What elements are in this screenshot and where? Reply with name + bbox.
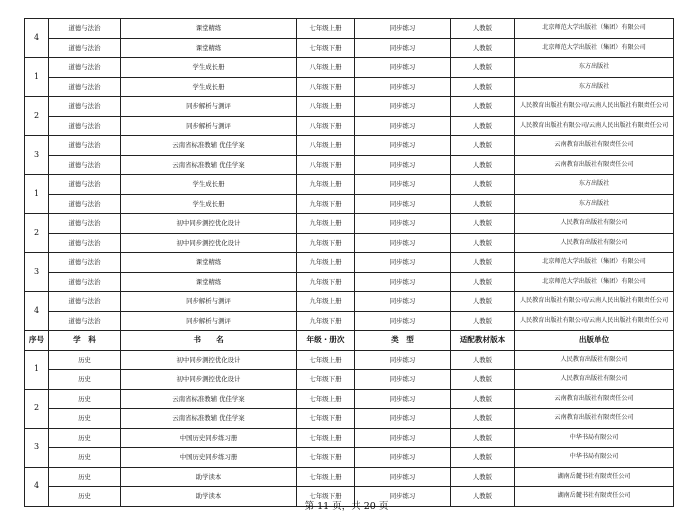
- table-row: [25, 77, 674, 97]
- grade-volume-cell: 七年级上册: [297, 467, 355, 487]
- grade-volume-cell: 九年级上册: [297, 175, 355, 195]
- publisher-cell: 云南教育出版社有限责任公司: [515, 389, 674, 409]
- book-title-cell: 学生成长册: [121, 194, 297, 214]
- row-number-cell: 3: [25, 428, 49, 467]
- publisher-cell: 北京师范大学出版社（集团）有限公司: [515, 19, 674, 39]
- edition-cell: 人教版: [451, 487, 515, 507]
- edition-cell: 人教版: [451, 155, 515, 175]
- grade-volume-cell: 九年级上册: [297, 214, 355, 234]
- row-number-cell: 2: [25, 214, 49, 253]
- book-title-cell: 课堂精练: [121, 272, 297, 292]
- book-title-cell: 课堂精练: [121, 38, 297, 58]
- row-number-cell: 3: [25, 253, 49, 292]
- book-title-cell: 云南省标准教辅 优佳学案: [121, 155, 297, 175]
- subject-cell: 历史: [49, 467, 121, 487]
- edition-cell: 人教版: [451, 467, 515, 487]
- edition-cell: 人教版: [451, 38, 515, 58]
- edition-cell: 人教版: [451, 370, 515, 390]
- subject-cell: 道德与法治: [49, 136, 121, 156]
- edition-cell: 人教版: [451, 233, 515, 253]
- column-header: 类 型: [355, 331, 451, 351]
- book-title-cell: 云南省标准教辅 优佳学案: [121, 389, 297, 409]
- row-number-cell: 1: [25, 350, 49, 389]
- table-row: [25, 175, 674, 195]
- type-cell: 同步练习: [355, 467, 451, 487]
- table-row: [25, 136, 674, 156]
- subject-cell: 历史: [49, 389, 121, 409]
- edition-cell: 人教版: [451, 409, 515, 429]
- grade-volume-cell: 七年级上册: [297, 428, 355, 448]
- subject-cell: 道德与法治: [49, 116, 121, 136]
- page-footer: 第 11 页，共 20 页: [304, 501, 389, 512]
- column-header: 年级・册次: [297, 331, 355, 351]
- row-number-cell: 1: [25, 58, 49, 97]
- type-cell: 同步练习: [355, 292, 451, 312]
- subject-cell: 道德与法治: [49, 97, 121, 117]
- publisher-cell: 中华书局有限公司: [515, 448, 674, 468]
- grade-volume-cell: 九年级下册: [297, 194, 355, 214]
- type-cell: 同步练习: [355, 428, 451, 448]
- publisher-cell: 人民教育出版社有限公司: [515, 350, 674, 370]
- type-cell: 同步练习: [355, 448, 451, 468]
- edition-cell: 人教版: [451, 292, 515, 312]
- table-row: [25, 58, 674, 78]
- edition-cell: 人教版: [451, 272, 515, 292]
- edition-cell: 人教版: [451, 311, 515, 331]
- book-title-cell: 课堂精练: [121, 253, 297, 273]
- edition-cell: 人教版: [451, 428, 515, 448]
- type-cell: 同步练习: [355, 409, 451, 429]
- publisher-cell: 云南教育出版社有限责任公司: [515, 136, 674, 156]
- subject-cell: 历史: [49, 448, 121, 468]
- edition-cell: 人教版: [451, 97, 515, 117]
- edition-cell: 人教版: [451, 214, 515, 234]
- grade-volume-cell: 八年级上册: [297, 97, 355, 117]
- column-header: 出版单位: [515, 331, 674, 351]
- book-title-cell: 同步解析与测评: [121, 292, 297, 312]
- publisher-cell: 东方出版社: [515, 194, 674, 214]
- book-title-cell: 云南省标准教辅 优佳学案: [121, 409, 297, 429]
- table-row: [25, 389, 674, 409]
- subject-cell: 道德与法治: [49, 175, 121, 195]
- publisher-cell: 北京师范大学出版社（集团）有限公司: [515, 253, 674, 273]
- type-cell: 同步练习: [355, 175, 451, 195]
- table-row: [25, 467, 674, 487]
- book-title-cell: 同步解析与测评: [121, 311, 297, 331]
- subject-cell: 道德与法治: [49, 194, 121, 214]
- publisher-cell: 北京师范大学出版社（集团）有限公司: [515, 38, 674, 58]
- column-header: 适配教材版本: [451, 331, 515, 351]
- book-title-cell: 学生成长册: [121, 175, 297, 195]
- publisher-cell: 东方出版社: [515, 175, 674, 195]
- grade-volume-cell: 七年级下册: [297, 487, 355, 507]
- table-row: [25, 233, 674, 253]
- type-cell: 同步练习: [355, 233, 451, 253]
- table-row: [25, 370, 674, 390]
- column-header: 序号: [25, 331, 49, 351]
- book-title-cell: 助学读本: [121, 487, 297, 507]
- column-header: 学 科: [49, 331, 121, 351]
- publisher-cell: 中华书局有限公司: [515, 428, 674, 448]
- grade-volume-cell: 七年级上册: [297, 19, 355, 39]
- grade-volume-cell: 七年级下册: [297, 38, 355, 58]
- table-row: [25, 116, 674, 136]
- row-number-cell: 2: [25, 97, 49, 136]
- grade-volume-cell: 九年级下册: [297, 311, 355, 331]
- table-row: [25, 194, 674, 214]
- publisher-cell: 东方出版社: [515, 58, 674, 78]
- book-title-cell: 初中同步测控优化设计: [121, 214, 297, 234]
- publisher-cell: 人民教育出版社有限公司/云南人民出版社有限责任公司: [515, 292, 674, 312]
- publisher-cell: 湖南岳麓书社有限责任公司: [515, 467, 674, 487]
- book-title-cell: 初中同步测控优化设计: [121, 233, 297, 253]
- publisher-cell: 湖南岳麓书社有限责任公司: [515, 487, 674, 507]
- grade-volume-cell: 七年级下册: [297, 448, 355, 468]
- subject-cell: 道德与法治: [49, 253, 121, 273]
- subject-cell: 道德与法治: [49, 58, 121, 78]
- book-title-cell: 云南省标准教辅 优佳学案: [121, 136, 297, 156]
- grade-volume-cell: 九年级上册: [297, 253, 355, 273]
- table-row: [25, 155, 674, 175]
- publisher-cell: 人民教育出版社有限公司: [515, 214, 674, 234]
- publisher-cell: 人民教育出版社有限公司/云南人民出版社有限责任公司: [515, 97, 674, 117]
- table-row: [25, 311, 674, 331]
- grade-volume-cell: 八年级上册: [297, 58, 355, 78]
- grade-volume-cell: 七年级下册: [297, 409, 355, 429]
- type-cell: 同步练习: [355, 58, 451, 78]
- table-row: [25, 292, 674, 312]
- grade-volume-cell: 八年级上册: [297, 136, 355, 156]
- publisher-cell: 人民教育出版社有限公司/云南人民出版社有限责任公司: [515, 311, 674, 331]
- grade-volume-cell: 九年级下册: [297, 233, 355, 253]
- grade-volume-cell: 八年级下册: [297, 116, 355, 136]
- table-row: [25, 38, 674, 58]
- book-title-cell: 学生成长册: [121, 77, 297, 97]
- table-row: [25, 214, 674, 234]
- grade-volume-cell: 七年级上册: [297, 389, 355, 409]
- type-cell: 同步练习: [355, 350, 451, 370]
- publisher-cell: 云南教育出版社有限责任公司: [515, 155, 674, 175]
- book-title-cell: 中国历史同步练习册: [121, 428, 297, 448]
- book-title-cell: 中国历史同步练习册: [121, 448, 297, 468]
- subject-cell: 道德与法治: [49, 38, 121, 58]
- edition-cell: 人教版: [451, 253, 515, 273]
- edition-cell: 人教版: [451, 136, 515, 156]
- subject-cell: 道德与法治: [49, 311, 121, 331]
- type-cell: 同步练习: [355, 487, 451, 507]
- edition-cell: 人教版: [451, 175, 515, 195]
- type-cell: 同步练习: [355, 136, 451, 156]
- publisher-cell: 北京师范大学出版社（集团）有限公司: [515, 272, 674, 292]
- subject-cell: 历史: [49, 350, 121, 370]
- table-row: [25, 350, 674, 370]
- table-row: [25, 428, 674, 448]
- type-cell: 同步练习: [355, 311, 451, 331]
- book-title-cell: 同步解析与测评: [121, 116, 297, 136]
- subject-cell: 历史: [49, 428, 121, 448]
- grade-volume-cell: 七年级上册: [297, 350, 355, 370]
- subject-cell: 道德与法治: [49, 155, 121, 175]
- subject-cell: 道德与法治: [49, 292, 121, 312]
- type-cell: 同步练习: [355, 19, 451, 39]
- row-number-cell: 3: [25, 136, 49, 175]
- type-cell: 同步练习: [355, 214, 451, 234]
- grade-volume-cell: 八年级下册: [297, 77, 355, 97]
- subject-cell: 道德与法治: [49, 19, 121, 39]
- type-cell: 同步练习: [355, 194, 451, 214]
- subject-cell: 道德与法治: [49, 77, 121, 97]
- row-number-cell: 4: [25, 467, 49, 506]
- edition-cell: 人教版: [451, 116, 515, 136]
- table-header-row: [25, 331, 674, 351]
- book-title-cell: 初中同步测控优化设计: [121, 350, 297, 370]
- catalog-table: [24, 18, 674, 507]
- table-row: [25, 448, 674, 468]
- type-cell: 同步练习: [355, 370, 451, 390]
- type-cell: 同步练习: [355, 116, 451, 136]
- type-cell: 同步练习: [355, 389, 451, 409]
- table-row: [25, 409, 674, 429]
- table-row: [25, 272, 674, 292]
- publisher-cell: 云南教育出版社有限责任公司: [515, 409, 674, 429]
- publisher-cell: 人民教育出版社有限公司: [515, 370, 674, 390]
- grade-volume-cell: 七年级下册: [297, 370, 355, 390]
- edition-cell: 人教版: [451, 350, 515, 370]
- subject-cell: 道德与法治: [49, 272, 121, 292]
- type-cell: 同步练习: [355, 97, 451, 117]
- type-cell: 同步练习: [355, 253, 451, 273]
- edition-cell: 人教版: [451, 77, 515, 97]
- column-header: 书 名: [121, 331, 297, 351]
- subject-cell: 历史: [49, 487, 121, 507]
- row-number-cell: 2: [25, 389, 49, 428]
- table-row: [25, 97, 674, 117]
- grade-volume-cell: 八年级下册: [297, 155, 355, 175]
- book-title-cell: 助学读本: [121, 467, 297, 487]
- book-title-cell: 学生成长册: [121, 58, 297, 78]
- row-number-cell: 4: [25, 292, 49, 331]
- subject-cell: 历史: [49, 409, 121, 429]
- subject-cell: 道德与法治: [49, 233, 121, 253]
- edition-cell: 人教版: [451, 389, 515, 409]
- book-title-cell: 同步解析与测评: [121, 97, 297, 117]
- book-title-cell: 课堂精练: [121, 19, 297, 39]
- type-cell: 同步练习: [355, 155, 451, 175]
- edition-cell: 人教版: [451, 194, 515, 214]
- edition-cell: 人教版: [451, 58, 515, 78]
- edition-cell: 人教版: [451, 448, 515, 468]
- grade-volume-cell: 九年级下册: [297, 272, 355, 292]
- row-number-cell: 4: [25, 19, 49, 58]
- grade-volume-cell: 九年级上册: [297, 292, 355, 312]
- table-row: [25, 253, 674, 273]
- book-title-cell: 初中同步测控优化设计: [121, 370, 297, 390]
- subject-cell: 历史: [49, 370, 121, 390]
- type-cell: 同步练习: [355, 272, 451, 292]
- type-cell: 同步练习: [355, 77, 451, 97]
- catalog-table-body: [25, 19, 674, 507]
- publisher-cell: 东方出版社: [515, 77, 674, 97]
- edition-cell: 人教版: [451, 19, 515, 39]
- row-number-cell: 1: [25, 175, 49, 214]
- publisher-cell: 人民教育出版社有限公司: [515, 233, 674, 253]
- table-row: [25, 19, 674, 39]
- subject-cell: 道德与法治: [49, 214, 121, 234]
- type-cell: 同步练习: [355, 38, 451, 58]
- publisher-cell: 人民教育出版社有限公司/云南人民出版社有限责任公司: [515, 116, 674, 136]
